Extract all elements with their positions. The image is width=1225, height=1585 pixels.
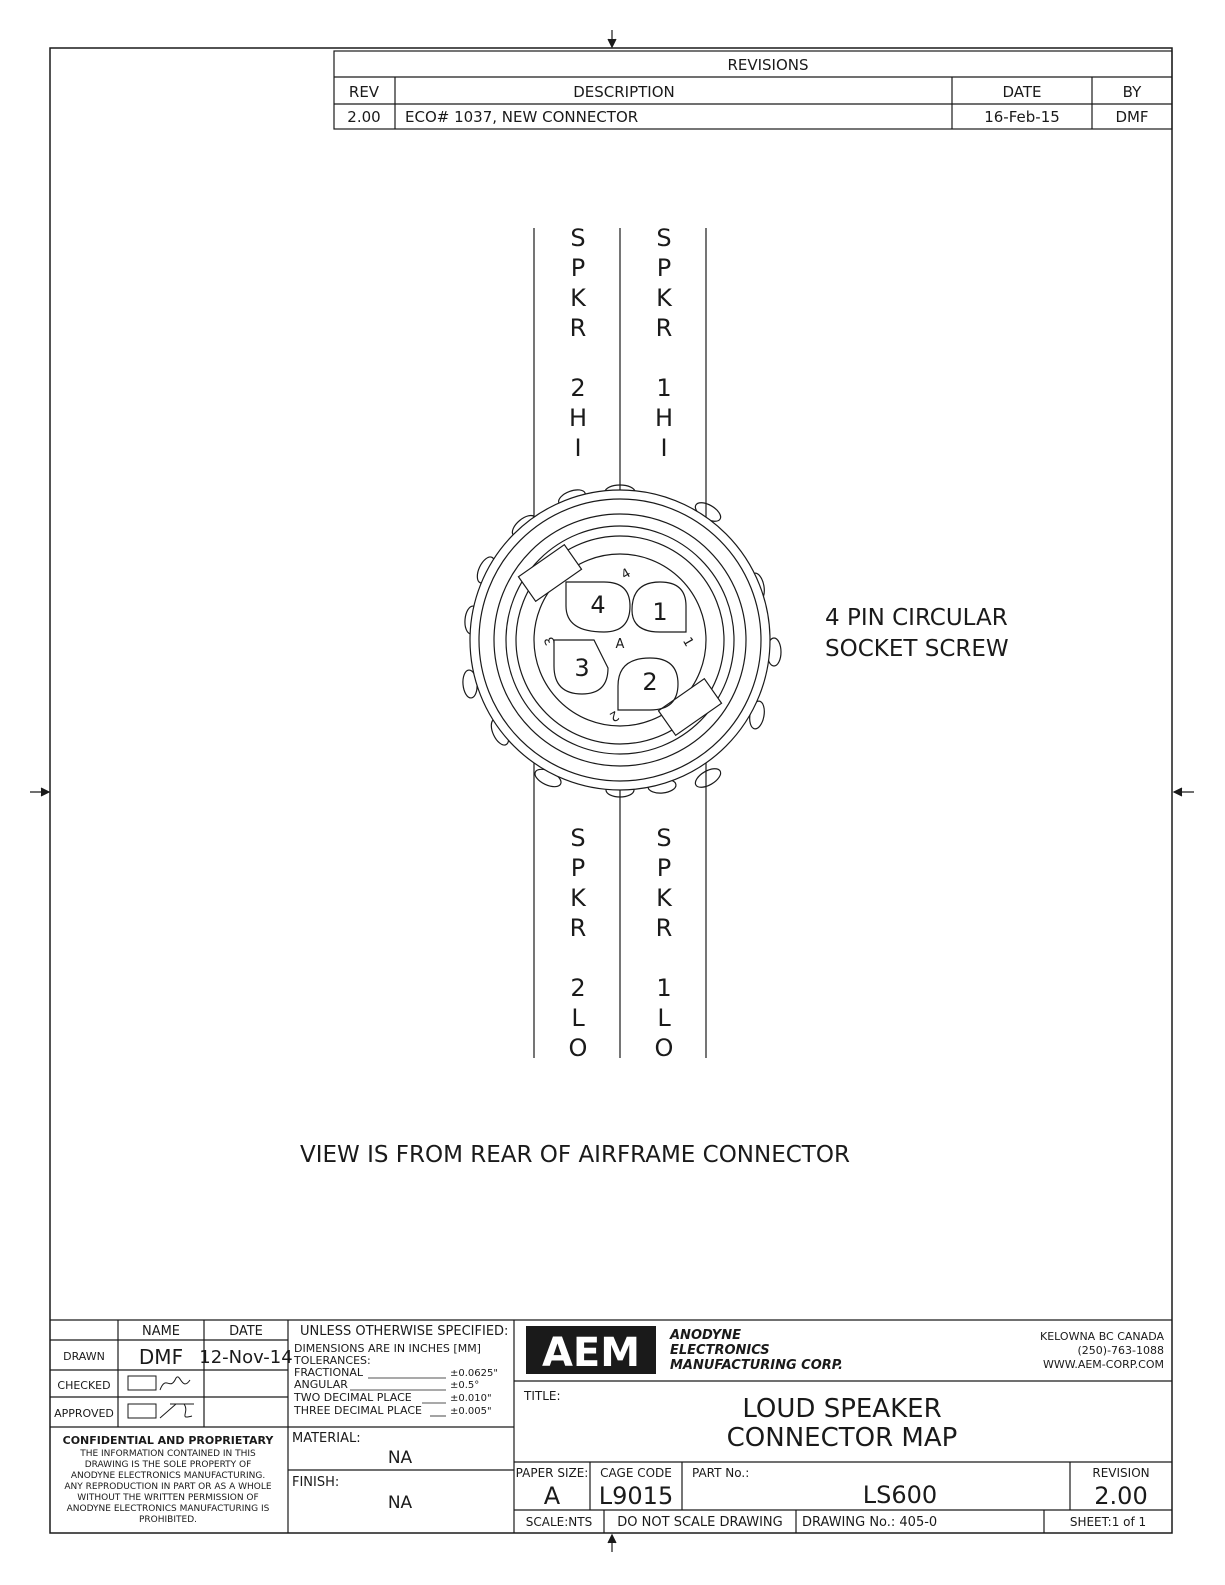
confidential-line: THE INFORMATION CONTAINED IN THIS	[80, 1449, 256, 1459]
material-value: NA	[387, 1448, 413, 1468]
wire-label-spkr2lo	[569, 824, 588, 1062]
scale-note: SCALE:NTS	[525, 1515, 593, 1529]
do-not-scale-note: DO NOT SCALE DRAWING	[617, 1515, 783, 1530]
drawn-date: 12-Nov-14	[199, 1347, 293, 1368]
wire-letter: S	[656, 824, 672, 852]
date-col-header: DATE	[1002, 83, 1042, 101]
wire-letter: S	[570, 824, 586, 852]
confidential-title: CONFIDENTIAL AND PROPRIETARY	[62, 1434, 274, 1447]
revision-row-description: ECO# 1037, NEW CONNECTOR	[405, 108, 639, 126]
wire-label-spkr2hi	[569, 224, 587, 462]
pin-2-small-mark: 2	[606, 707, 622, 725]
wire-letter: K	[570, 884, 586, 912]
confidential-line: ANODYNE ELECTRONICS MANUFACTURING IS	[66, 1504, 270, 1514]
drawn-label: DRAWN	[63, 1350, 105, 1363]
wire-label-spkr1lo	[655, 824, 674, 1062]
wire-letter: 2	[570, 374, 586, 402]
wire-letter: I	[660, 434, 668, 462]
company-line: ANODYNE	[670, 1328, 741, 1343]
pin-3-small-mark: 3	[542, 634, 559, 648]
wire-letter: K	[570, 284, 586, 312]
checked-signature	[128, 1376, 190, 1390]
wire-letter: H	[654, 404, 674, 432]
confidential-text	[64, 1449, 272, 1525]
tolerances-label: TOLERANCES:	[294, 1354, 371, 1367]
approved-signature	[128, 1404, 194, 1418]
center-arrow-right	[1174, 788, 1194, 796]
center-arrow-bottom	[608, 1535, 616, 1552]
three-decimal-label: THREE DECIMAL PLACE	[294, 1404, 422, 1417]
wire-letter: I	[574, 434, 582, 462]
wire-letter: P	[656, 254, 672, 282]
wire-letter: K	[656, 884, 672, 912]
wire-letter: H	[568, 404, 588, 432]
rev-col-header: REV	[348, 83, 380, 101]
wire-letter: K	[656, 284, 672, 312]
unless-specified: UNLESS OTHERWISE SPECIFIED:	[300, 1324, 509, 1339]
name-header: NAME	[141, 1324, 181, 1339]
finish-label: FINISH:	[292, 1475, 340, 1490]
pin-2-label: 2	[642, 668, 658, 696]
cage-code-value: L9015	[598, 1482, 674, 1510]
address-line: KELOWNA BC CANADA	[1040, 1330, 1164, 1343]
wire-letter: R	[655, 314, 673, 342]
wire-letter: P	[570, 854, 586, 882]
part-no-label: PART No.:	[692, 1466, 750, 1480]
title-label: TITLE:	[524, 1389, 561, 1403]
wire-label-spkr1hi	[655, 224, 673, 462]
by-col-header: BY	[1122, 83, 1142, 101]
center-arrow-top	[608, 30, 616, 47]
pin-1-small-mark: 1	[679, 634, 697, 650]
date-header: DATE	[229, 1324, 263, 1339]
wire-letter: S	[656, 224, 672, 252]
material-label: MATERIAL:	[292, 1431, 361, 1446]
approved-label: APPROVED	[54, 1407, 114, 1420]
wire-letter: P	[570, 254, 586, 282]
drawing-title-line1: LOUD SPEAKER	[742, 1394, 942, 1424]
pin-4-small-mark: 4	[618, 565, 634, 583]
company-line: ELECTRONICS	[670, 1343, 770, 1358]
revision-row-date: 16-Feb-15	[984, 108, 1060, 126]
sheet-number: SHEET:1 of 1	[1069, 1515, 1147, 1529]
aem-logo	[526, 1326, 656, 1376]
view-note: VIEW IS FROM REAR OF AIRFRAME CONNECTOR	[300, 1142, 850, 1168]
revisions-heading: REVISIONS	[727, 56, 809, 74]
wire-letter: O	[654, 1034, 674, 1062]
fractional-value: ±0.0625"	[450, 1368, 498, 1379]
connector-label-line1: 4 PIN CIRCULAR	[825, 605, 1008, 631]
angular-label: ANGULAR	[294, 1378, 348, 1391]
confidential-line: DRAWING IS THE SOLE PROPERTY OF	[84, 1460, 252, 1470]
wire-letter: P	[656, 854, 672, 882]
paper-size-label: PAPER SIZE:	[515, 1466, 589, 1480]
wire-letter: O	[568, 1034, 588, 1062]
pin-4-label: 4	[590, 591, 606, 619]
dimensions-note: DIMENSIONS ARE IN INCHES [MM]	[294, 1342, 481, 1355]
description-col-header: DESCRIPTION	[573, 83, 675, 101]
angular-value: ±0.5°	[450, 1380, 480, 1391]
company-line: MANUFACTURING CORP.	[670, 1358, 843, 1373]
revision-row-by: DMF	[1115, 108, 1149, 126]
wire-letter: R	[655, 914, 673, 942]
part-no-value: LS600	[862, 1481, 938, 1509]
drawing-number: DRAWING No.: 405-0	[802, 1515, 938, 1530]
address-line: WWW.AEM-CORP.COM	[1042, 1358, 1164, 1371]
center-arrow-left	[30, 788, 49, 796]
wire-letter: 1	[656, 974, 672, 1002]
key-letter: A	[615, 637, 625, 652]
cage-code-label: CAGE CODE	[600, 1466, 672, 1480]
drawn-name: DMF	[138, 1345, 184, 1369]
wire-letter: 2	[570, 974, 586, 1002]
connector-label-line2: SOCKET SCREW	[825, 636, 1009, 662]
wire-letter: R	[569, 914, 587, 942]
confidential-line: ANODYNE ELECTRONICS MANUFACTURING.	[70, 1471, 266, 1481]
confidential-line: PROHIBITED.	[139, 1515, 197, 1525]
drawing-title-line2: CONNECTOR MAP	[726, 1423, 958, 1453]
wire-letter: 1	[656, 374, 672, 402]
two-decimal-value: ±0.010"	[450, 1393, 492, 1404]
revision-row-rev: 2.00	[347, 108, 381, 126]
sheet-border	[50, 48, 1172, 1533]
address-line: (250)-763-1088	[1077, 1344, 1164, 1357]
paper-size-value: A	[543, 1482, 561, 1510]
checked-label: CHECKED	[57, 1379, 111, 1392]
wire-letter: R	[569, 314, 587, 342]
wire-letter: L	[657, 1004, 671, 1032]
confidential-line: ANY REPRODUCTION IN PART OR AS A WHOLE	[64, 1482, 272, 1492]
fractional-label: FRACTIONAL	[294, 1366, 364, 1379]
revision-value: 2.00	[1094, 1482, 1148, 1510]
pin-3-label: 3	[574, 654, 590, 682]
confidential-line: WITHOUT THE WRITTEN PERMISSION OF	[77, 1493, 259, 1503]
pin-1-label: 1	[652, 598, 668, 626]
two-decimal-label: TWO DECIMAL PLACE	[294, 1391, 412, 1404]
finish-value: NA	[387, 1493, 413, 1513]
wire-letter: S	[570, 224, 586, 252]
logo-text: AEM	[541, 1330, 641, 1376]
wire-letter: L	[571, 1004, 585, 1032]
three-decimal-value: ±0.005"	[450, 1406, 492, 1417]
revision-label: REVISION	[1092, 1466, 1150, 1480]
